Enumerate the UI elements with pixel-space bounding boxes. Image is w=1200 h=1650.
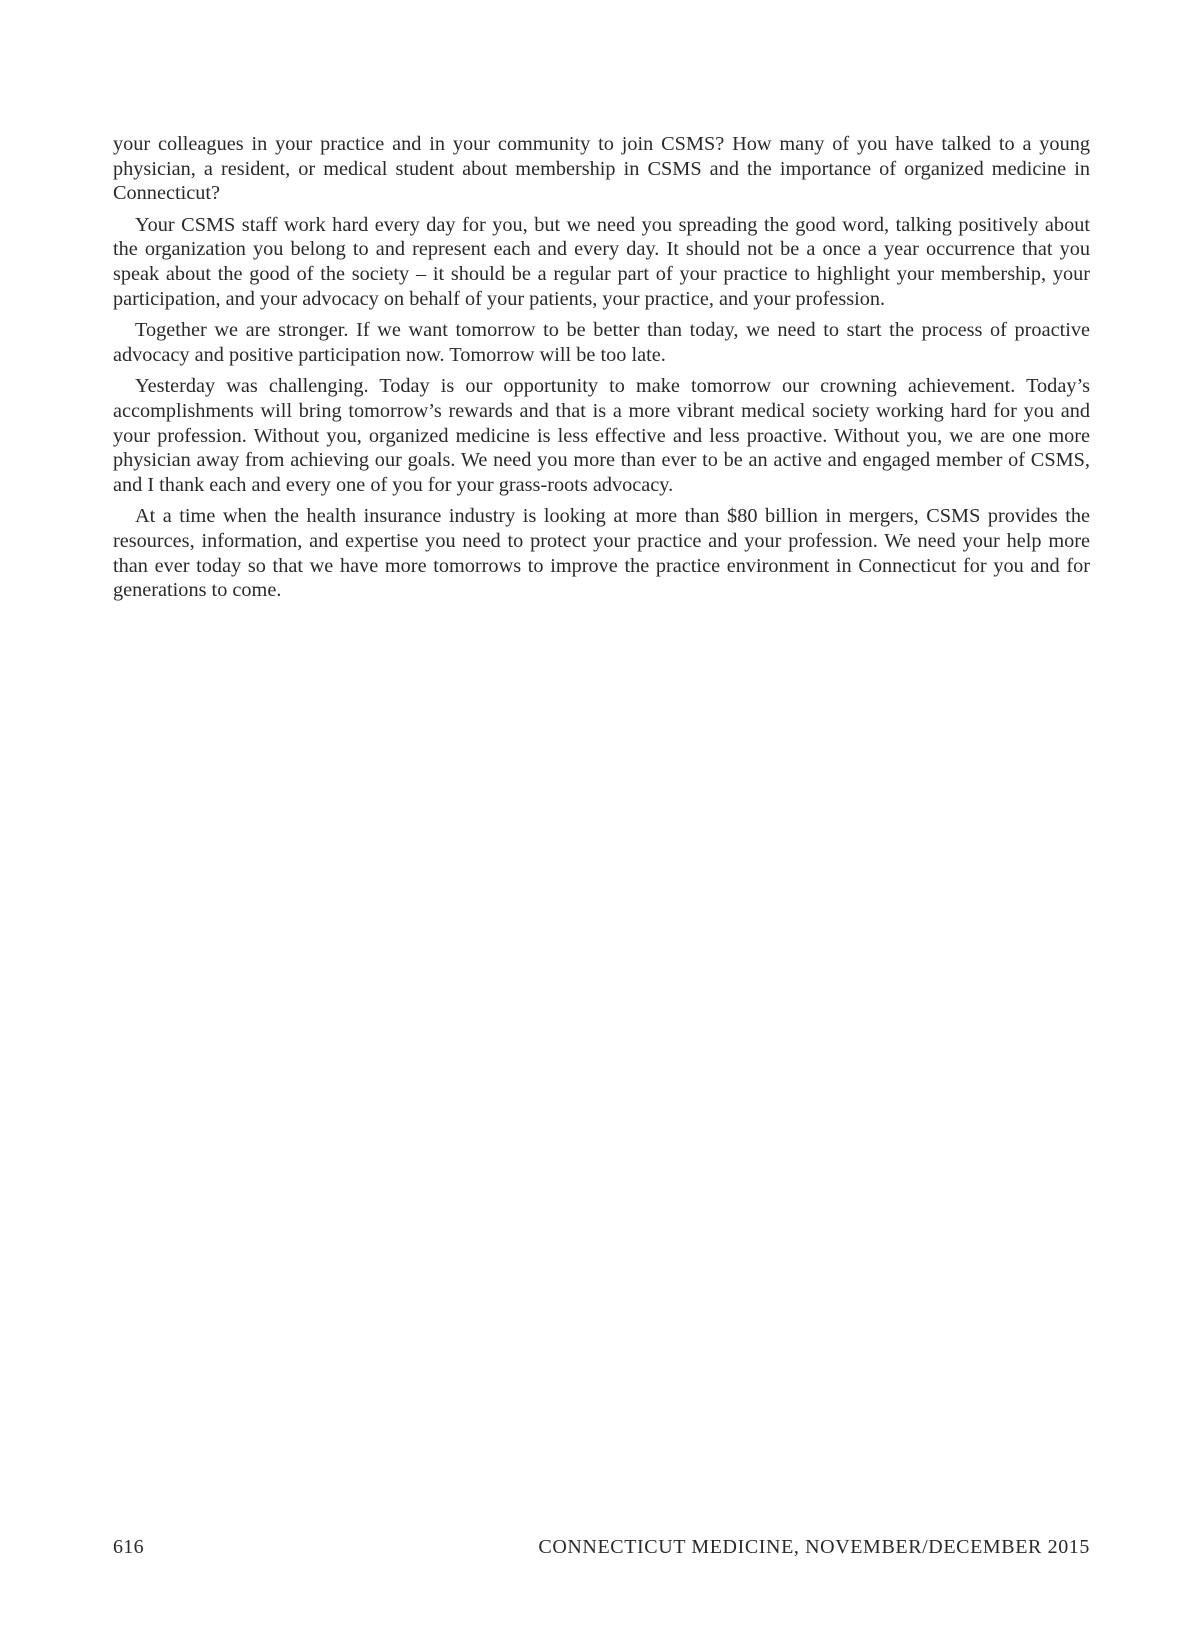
article-paragraph: At a time when the health insurance industry is looking at more than $80 billion in mergers, CSMS provides the resources, information, and expertise you need to protect your practice and your profession. We need your help more than ever today so that we have more tomorrows to improve the practice environment in Connecticut for you and for generations to come. — [113, 505, 1090, 602]
article-paragraph: Yesterday was challenging. Today is our opportunity to make tomorrow our crowning achievement. Today’s accomplishments will bring tomorrow’s rewards and that is a more vibrant medical society working hard for you and your profession. Without you, organized medicine is less effective and less proactive. Without you, we are one more physician away from achieving our goals. We need you more than ever to be an active and engaged member of CSMS, and I thank each and every one of you for your grass-roots advocacy. — [113, 375, 1090, 496]
article-body — [113, 132, 1090, 610]
running-footer-journal: CONNECTICUT MEDICINE, NOVEMBER/DECEMBER 2015 — [538, 1536, 1090, 1558]
page-number: 616 — [113, 1536, 144, 1558]
article-paragraph: your colleagues in your practice and in your community to join CSMS? How many of you have talked to a young physician, a resident, or medical student about membership in CSMS and the importance of organized medicine in Connecticut? — [113, 133, 1090, 205]
article-paragraph: Your CSMS staff work hard every day for you, but we need you spreading the good word, talking positively about the organization you belong to and represent each and every day. It should not be a once a year occurrence that you speak about the good of the society – it should be a regular part of your practice to highlight your membership, your participation, and your advocacy on behalf of your patients, your practice, and your profession. — [113, 213, 1090, 310]
article-paragraph: Together we are stronger. If we want tomorrow to be better than today, we need to start the process of proactive advocacy and positive participation now. Tomorrow will be too late. — [113, 319, 1090, 366]
